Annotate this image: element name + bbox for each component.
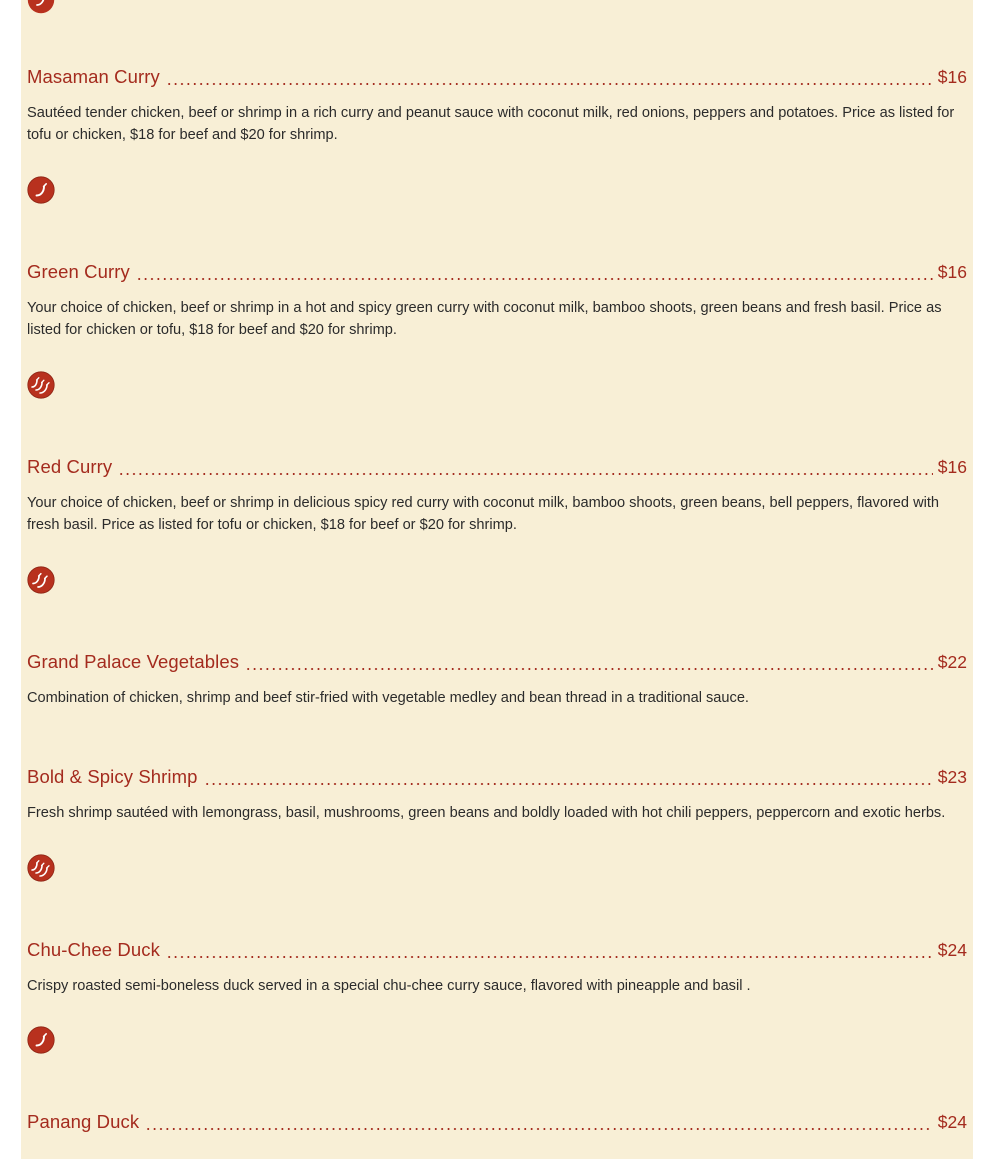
single-chili-icon <box>27 176 55 204</box>
menu-panel <box>21 0 973 1159</box>
item-description: Crispy roasted semi-boneless duck served in a special chu-chee curry sauce, flavored with pineapple and basil . <box>27 978 751 994</box>
item-header <box>27 261 967 287</box>
double-chili-icon <box>27 566 55 594</box>
item-name: Chu-Chee Duck <box>27 939 160 960</box>
menu-item-green-curry <box>27 261 967 341</box>
triple-chili-icon <box>27 371 55 399</box>
dot-leader <box>136 277 933 281</box>
menu-item-panang-duck <box>27 1111 967 1137</box>
item-description: Fresh shrimp sautéed with lemongrass, basil, mushrooms, green beans and boldly loaded with hot chili peppers, peppercorn and exotic herbs. <box>27 805 946 821</box>
item-price: $16 <box>937 67 967 87</box>
item-header <box>27 66 967 92</box>
single-chili-icon <box>27 1026 55 1054</box>
menu-item-masaman-curry <box>27 66 967 146</box>
dot-leader <box>145 1127 933 1131</box>
item-name: Grand Palace Vegetables <box>27 651 240 672</box>
dot-leader <box>118 472 933 476</box>
item-header <box>27 651 967 677</box>
dot-leader <box>245 667 933 671</box>
menu-item-chu-chee-duck <box>27 939 967 997</box>
item-price: $16 <box>937 262 967 282</box>
menu-item-bold-spicy-shrimp <box>27 766 967 824</box>
item-header <box>27 1111 967 1137</box>
chili-icon <box>27 0 55 14</box>
item-name: Bold & Spicy Shrimp <box>27 766 198 787</box>
item-name: Green Curry <box>27 261 130 282</box>
item-name: Panang Duck <box>27 1111 140 1132</box>
item-header <box>27 939 967 965</box>
triple-chili-icon <box>27 854 55 882</box>
item-price: $16 <box>937 457 967 477</box>
menu-item-red-curry <box>27 456 967 536</box>
dot-leader <box>166 955 933 959</box>
dot-leader <box>204 782 933 786</box>
item-header <box>27 766 967 792</box>
item-header <box>27 456 967 482</box>
item-price: $23 <box>937 767 967 787</box>
item-price: $24 <box>937 940 967 960</box>
item-price: $22 <box>937 652 967 672</box>
menu-item-grand-palace-vegetables <box>27 651 967 709</box>
item-description: Sautéed tender chicken, beef or shrimp in a rich curry and peanut sauce with coconut milk, red onions, peppers and potatoes. Price as listed for tofu or chicken, $18 for beef and $20 for shrimp. <box>27 105 955 143</box>
dot-leader <box>166 82 933 86</box>
item-description: Combination of chicken, shrimp and beef stir-fried with vegetable medley and bean thread in a traditional sauce. <box>27 690 749 706</box>
item-name: Red Curry <box>27 456 113 477</box>
item-description: Your choice of chicken, beef or shrimp in a hot and spicy green curry with coconut milk, bamboo shoots, green beans and fresh basil. Price as listed for chicken or tofu, $18 for beef and $20 for shrimp. <box>27 300 942 338</box>
item-description: Your choice of chicken, beef or shrimp in delicious spicy red curry with coconut milk, bamboo shoots, green beans, bell peppers, flavored with fresh basil. Price as listed for tofu or chicken, $18 for beef or $20 for shrimp. <box>27 495 940 533</box>
item-name: Masaman Curry <box>27 66 160 87</box>
item-price: $24 <box>937 1112 967 1132</box>
